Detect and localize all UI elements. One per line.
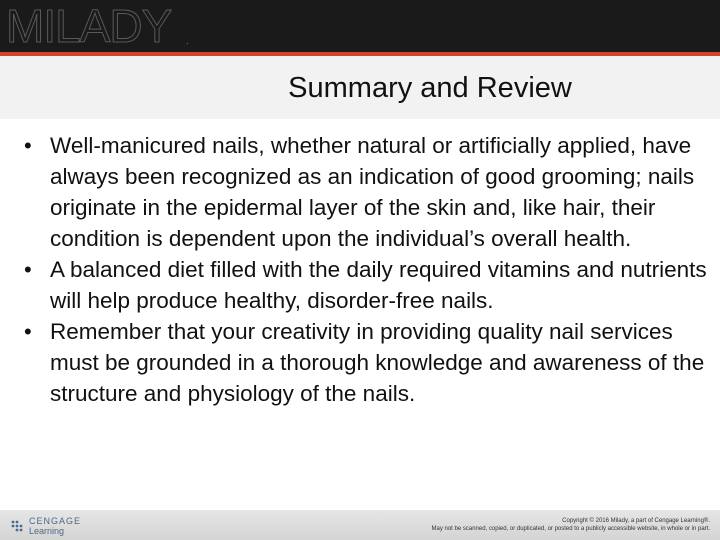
bullet-marker: • <box>24 133 32 158</box>
bullet-marker: • <box>24 257 32 282</box>
copyright-line-2: May not be scanned, copied, or duplicated, or posted to a publicly accessible website, in whole or in part. <box>431 526 710 532</box>
cengage-brand-bottom: Learning <box>29 526 65 536</box>
milady-logo: MILADY <box>6 0 172 52</box>
logo-mark: . <box>186 36 189 47</box>
bullet-item <box>22 130 712 254</box>
cengage-brand-top: CENGAGE <box>29 516 82 526</box>
cengage-logo <box>10 514 81 538</box>
copyright-line-1: Copyright © 2016 Milady, a part of Cengage Learning®. <box>562 518 710 524</box>
slide-content <box>22 130 712 409</box>
bullet-text: Well-manicured nails, whether natural or artificially applied, have always been recognized as an indication of good grooming; nails originate in the epidermal layer of the skin and, like hair, their condition is dependent upon the individual’s overall health. <box>50 133 695 251</box>
bullet-text: A balanced diet filled with the daily required vitamins and nutrients will help produce healthy, disorder-free nails. <box>50 257 707 313</box>
bullet-item <box>22 254 712 316</box>
cengage-icon <box>10 519 24 533</box>
copyright-notice <box>432 517 711 533</box>
slide-title: Summary and Review <box>288 72 572 104</box>
bullet-marker: • <box>24 319 32 344</box>
bullet-list <box>22 130 712 409</box>
bullet-item <box>22 316 712 409</box>
bullet-text: Remember that your creativity in providing quality nail services must be grounded in a thorough knowledge and awareness of the structure and physiology of the nails. <box>50 319 705 406</box>
slide-title-wrap <box>0 72 720 105</box>
